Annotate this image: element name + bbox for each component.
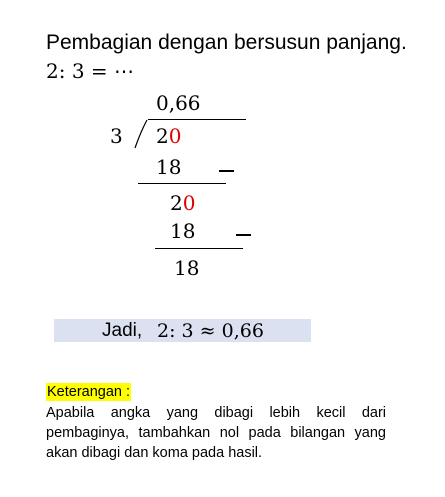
minus-sign bbox=[236, 234, 251, 236]
minus-sign bbox=[219, 170, 234, 172]
quotient: 0,66 bbox=[156, 91, 201, 115]
dividend-digit: 2 bbox=[156, 124, 169, 148]
note-label: Keterangan : bbox=[47, 384, 131, 400]
subtraction-line bbox=[155, 248, 243, 249]
divisor: 3 bbox=[110, 124, 123, 148]
problem-statement: 2: 3 = ⋯ bbox=[46, 59, 135, 83]
step1-product: 18 bbox=[156, 155, 182, 179]
note-text: Apabila angka yang dibagi lebih kecil dari pembaginya, tambahkan nol pada bilangan yang akan dibagi dan koma pada hasil. bbox=[46, 405, 386, 461]
conclusion-word: Jadi, bbox=[102, 320, 143, 341]
dividend-added-zero: 0 bbox=[168, 124, 182, 148]
dividend bbox=[156, 124, 181, 148]
remainder1-digit: 2 bbox=[170, 191, 183, 215]
conclusion-math: 2: 3 ≈ 0,66 bbox=[157, 320, 264, 342]
division-bracket bbox=[132, 119, 148, 149]
remainder2: 18 bbox=[174, 256, 200, 280]
division-bar bbox=[148, 119, 246, 120]
page-title: Pembagian dengan bersusun panjang. bbox=[46, 31, 407, 54]
step2-product: 18 bbox=[170, 219, 196, 243]
remainder1 bbox=[170, 191, 195, 215]
subtraction-line bbox=[138, 183, 226, 184]
remainder1-added-zero: 0 bbox=[182, 191, 196, 215]
